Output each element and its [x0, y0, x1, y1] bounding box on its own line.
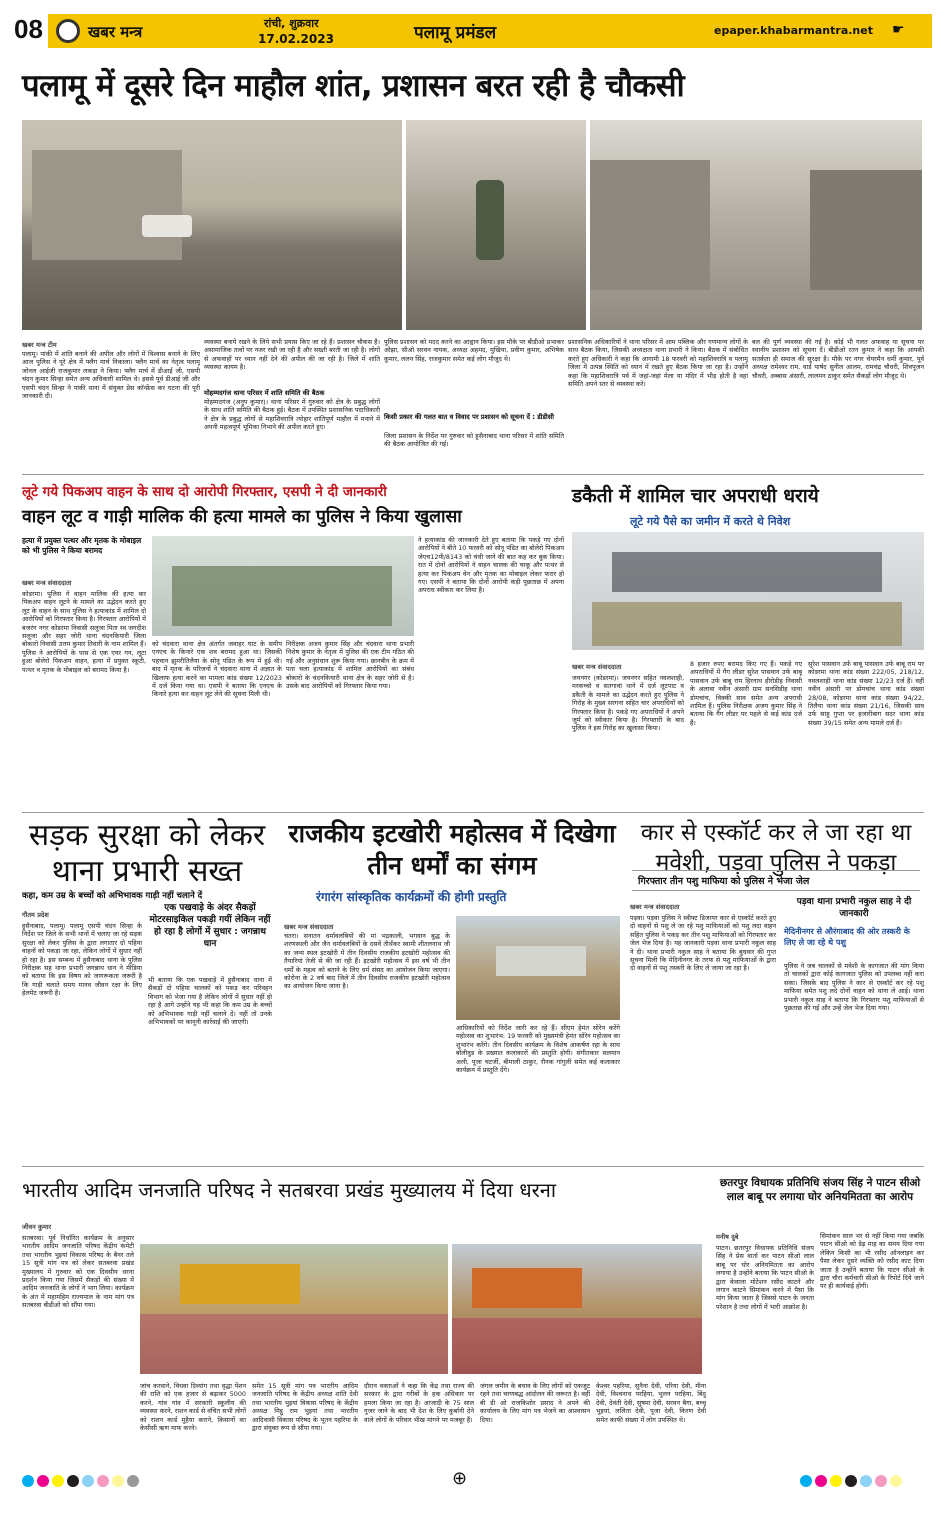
- lead-col-2b: मोहम्मदगंज (अनुप कुमार)। थाना परिसर में गुरुवार को क्षेत्र के प्रबुद्ध लोगों के साथ शांति समिति की बैठक हुई। बैठक में उपस्थित प्रशासनिक पदाधिकारी ने क्षेत्र के प्रबुद्ध लोगों से महाशिवरात्रि त्योहार शांतिपूर्ण माहौल में मनाने में अपनी महत्वपूर्ण भूमिका निभाने की अपील करते हुए।: [204, 398, 380, 432]
- story7-col-6: केश्वर पहरिया, सुनैना देवी, परिया देवी, मीना देवी, विश्वनाथ परहिया, भुलन परहिया, बिंदु देवी, देवंती देवी, सुषमा देवी, सरवन बैगा, बच्चू भुइयां, ललिता देवी, पूजा देवी, किरण देवी समेत काफी संख्या में लोग उपस्थित थे।: [596, 1382, 706, 1424]
- story3-photo: [572, 532, 924, 650]
- story3-col-3: सुरेश पासवान उर्फ बाबू पासवान उर्फ बाबू राम पर कोडरमा थाना कांड संख्या 222/05, 218/12, नवलशाही थाना कांड संख्या 12/23 दर्ज हैं। वहीं नवीन अंसारी पर डोमचांच थाना कांड संख्या 28/08, कोडरमा थाना कांड संख्या 94/22, तिलैया थाना कांड संख्या 21/16, जिसकी साव उर्फ साहु गुप्ता पर हजारीबाग सदर थाना कांड संख्या 39/15 समेत अन्य मामले दर्ज हैं।: [808, 660, 924, 727]
- page-number: 08: [14, 14, 43, 44]
- lead-col-5: बल की पूर्ण व्यवस्था की गई है। कोई भी गलत अफवाह या सूचना पर स्थानीय प्रशासन को सूचना दें। बीडीओ रतन कुमार ने कहा कि आपकी सतर्कता ही समाज की सुरक्षा है। मौके पर नगर चेयरमैन धर्मी कुमार, पूर्व अध्यक्ष रामेश्वर राम, वार्ड पार्षद सुनील आलम, रामचंद्र चौधरी, शिवपूजन चौधरी, अब्बास अंसारी, लालमन ठाकुर समेत सैकड़ों लोग मौजूद थे।: [752, 338, 924, 380]
- story8-col-1: पाटन। छतरपुर विधायक प्रतिनिधि संजय सिंह ने प्रेस वार्ता कर पाटन सीओ लाल बाबू पर घोर अनियमितता का आरोप लगाया है उन्होंने बताया कि पाटन सीओ के द्वारा केवाला मोटेशन रसीद काटने और लगान काटने सिमांकन करने में पैसा कि मांग किया जाता है जिससे पाटन के जनता परेशान है तथा लोगों में भारी आक्रोश है।: [716, 1244, 814, 1311]
- story2-headline: वाहन लूट व गाड़ी मालिक की हत्या मामले का पुलिस ने किया खुलासा: [22, 507, 462, 527]
- story8-headline: छतरपुर विधायक प्रतिनिधि संजय सिंह ने पाटन सीओ लाल बाबू पर लगाया घोर अनियमितता का आरोप: [719, 1177, 921, 1203]
- story2-col-1: कोडरमा। पुलिस ने वाहन मालिक की हत्या कर पिकअप वाहन लूटने के मामले का उद्भेदन करते हुए लूट के वाहन के साथ पुलिस ने हत्याकांड में शामिल दो आरोपियों को गिरफ्तार किया है। गिरफ्तार आरोपियों में बजरंग नगर कोडरमा निवासी सलूजा पिता स्व जगदीश सलूजा और सहर जोरी थाना चंदनकियारी जिला बोकारो निवासी उत्तम कुमार तिवारी के नाम शामिल हैं। पुलिस ने आरोपियों के पास से एक एयर गन, लूटा हुआ बोलेरो पिकअप वाहन, हत्या में प्रयुक्त स्कूटी, पत्थर व मृतक के मोबाइल को बरामद किया है।: [22, 590, 146, 674]
- story4-byline: गौतम प्रदेश: [22, 911, 49, 919]
- story6-headline: कार से एस्कॉर्ट कर ले जा रहा था मवेशी, पड़वा पुलिस ने पकड़ा: [640, 820, 912, 876]
- site-url[interactable]: epaper.khabarmantra.net: [714, 24, 873, 37]
- story6-col-2: पुलिस ने जब चालकों से मवेशी के कागजात की मांग किया तो चालकों द्वारा कोई कागजात पुलिस को उपलब्ध नहीं करा सका। जिसके बाद पुलिस ने कार से एस्कॉर्ट कर रहे पशु माफिया समेत पशु लदे दोनों वाहन को थाना ले आई। थाना प्रभारी नकुल साह ने बताया कि गिरफ्तार पशु माफियाओं से पूछताछ की गई और उन्हें जेल भेज दिया गया।: [784, 962, 924, 1013]
- story7-col-3: समेत 15 सूत्री मांग पत्र भारतीय आदिम जनजाति परिषद के केंद्रीय अध्यक्ष शांति देवी तथा भारतीय भुइयां विकास परिषद के केंद्रीय अध्यक्ष मिट्ठू राम भुइयां तथा भारतीय आदिवासी विकास परिषद के भूतन पहरिया के द्वारा संयुक्त रूप से सौंपा गया।: [252, 1382, 358, 1433]
- story3-headline: डकैती में शामिल चार अपराधी धराये: [572, 485, 819, 507]
- photo-soldier: [476, 180, 504, 260]
- story6-byline: खबर मन्त्र संवाददाता: [630, 903, 680, 911]
- story5-headline: राजकीय इटखोरी महोत्सव में दिखेगा तीन धर्मों का संगम: [288, 819, 616, 880]
- story2-col-4: ने हत्याकांड की जानकारी देते हुए बताया कि पकड़े गए दोनों आरोपियों ने बीते 10 फरवरी को सोनू पंडित का बोलेरो पिकअप जेएच12पी/8143 को चंधी जाने की बात कह कर बुक किया। रात में दोनों आरोपियों ने वाहन चालक की चाकू और पत्थर से हत्या कर पिकअप वेन और मृतक का मोबाइल लेकर फरार हो गए। एसपी ने बताया कि दोनों आरोपी कड़ी पूछताछ में अपना अपराध स्वीकार कर लिया है।: [418, 536, 564, 595]
- lead-col-3b: जिला प्रशासन के निर्देश पर गुरुवार को हुसैनाबाद थाना परिसर में शांति समिति की बैठक आयोजित की गई।: [384, 432, 564, 449]
- story3-byline: खबर मन्त्र संवाददाता: [572, 663, 622, 671]
- dateline-date: 17.02.2023: [258, 32, 334, 46]
- brand-logo-icon: [56, 19, 80, 43]
- story2-photo: [152, 536, 414, 636]
- story8-byline: मनीष दुबे: [716, 1233, 739, 1241]
- story7-col-2: जांच करवाने, विधवा दिव्यांग तथा वृद्धा पेंशन की राशि को एक हजार से बढ़ाकर 5000 करने, गांव गांव में सरकारी स्कूलीय की व्यवस्था करने, राशन कार्ड से वंचित सभी लोगों को राशन कार्ड मुहैया कराने, किसानों का केसीसी ऋण माफ करने।: [140, 1382, 246, 1433]
- story6-subhead: गिरफ्तार तीन पशु माफिया को पुलिस ने भेजा जेल: [632, 870, 920, 891]
- story5-subhead: रंगारंग सांस्कृतिक कार्यक्रमों की होगी प्रस्तुति: [316, 890, 507, 904]
- story7-photo-2: [452, 1244, 702, 1374]
- photo-police: [592, 602, 902, 646]
- story7-col-5: जंगल जमीन के बचाव के लिए लोगों को एकजुट रहने तथा चरणबद्ध आंदोलन की जरूरत है। वहीं बी डी ओ राजकिशोर प्रसाद ने अपने की कार्यालय के लिए मांग पत्र भेजने का आश्वासन दिया।: [480, 1382, 590, 1424]
- photo-officers: [172, 566, 392, 626]
- story6-col-1: पड़वा। पड़वा पुलिस ने स्वीफ्ट डिजायर कार से एस्कॉर्ट करते हुए दो वाहनों से पशु ले जा रहे पशु माफियाओं को पशु लदा वाहन सहित पुलिस ने पकड़ कर तीन पशु माफियाओं को गिरफ्तार कर जेल भेज दिया है। यह जानकारी पड़वा थाना प्रभारी नकुल साह ने दी। थाना प्रभारी नकुल साह ने बताया कि बुधवार की गुप्त सूचना मिली कि मेदिनीनगर के तरफ से पशु माफियाओं के द्वारा दो वाहनों से पशु तस्करी के लिए ले जाया जा रहा है।: [630, 914, 776, 973]
- lead-byline: खबर मन्त्र टीम: [22, 341, 57, 349]
- dateline-day: रांची, शुक्रवार: [264, 17, 319, 30]
- story8-col-2: सिमांकन साल भर से नहीं किया गया जबकि पाटन सीओ को डेढ़ माह का समय दिया गया लेकिन किसी का भी रसीद ऑनलाइन कर पैसा लेकर दूसरे व्यक्ति को रसीद काट दिया जाता है उन्होंने बताया कि पाटन सीओ के द्वारा चौरा कर्मचारी सीओ के रिपोर्ट दिये जाने पर ही कार्यवाई होगी।: [820, 1232, 924, 1291]
- lead-photo-3: [590, 120, 922, 330]
- story4-col-1: हुसैनाबाद, पलामू। पलामू एसपी चंदन सिन्हा के निर्देश पर जिले के सभी थानों में चलाए जा रहे सड़क सुरक्षा को लेकर पुलिस के द्वारा लगातार दो पहिया वाहनों को पकड़ा जा रहा, लेकिन लोगों में सुधार नहीं हो रहा है। इस सम्बन्ध में हुसैनाबाद थाना के पुलिस निरीक्षक सह थाना प्रभारी जगन्नाथ धान ने मीडिया को बताया कि इस विषय को जागरूकता जरूरी है कि गाड़ी चलाते समय मानव जीवन रक्षा के लिए हेलमेट जरूरी है।: [22, 922, 142, 998]
- story4-pullquote: एक पखवाड़े के अंदर सैकड़ों मोटरसाइकिल पकड़ी गयीं लेकिन नहीं हो रहा है लोगों में सुधार : जगन्नाथ धान: [149, 903, 271, 949]
- divider: [22, 1166, 924, 1167]
- story4-headline: सड़क सुरक्षा को लेकर थाना प्रभारी सख्त: [28, 818, 266, 889]
- photo-shops: [590, 160, 710, 290]
- photo-building: [32, 150, 182, 260]
- lead-photo-1: [22, 120, 402, 330]
- story2-subhead: हत्या में प्रयुक्त पत्थर और मृतक के मोबाइल को भी पुलिस ने किया बरामद: [22, 536, 142, 555]
- story6-side-title: पड़वा थाना प्रभारी नकुल साह ने दी जानकारी: [796, 897, 912, 919]
- lead-col-4: प्रशासनिक अधिकारियों ने थाना परिसर में आम पब्लिक और गणमान्य लोगों के साथ बैठक किया, जिसकी अध्यक्षता थाना प्रभारी ने किया। बैठक में संबोधित करते हुए अधिकारी ने कहा कि आगामी 18 फरवरी को महाशिवरात्रि व पलामू जिला में उत्पन्न स्थिति को ध्यान में रखते हुए बैठक किया जा रहा है। उन्होंने कहा कि महाशिवरात्रि पर्व में जहां-जहां मेला या मंदिर में भीड़ होती है वहां समिति अपने स्तर से व्यवस्था करे।: [568, 338, 748, 389]
- registration-symbol: ⊕: [452, 1468, 468, 1489]
- registration-marks-right: [800, 1472, 905, 1491]
- divider: [22, 812, 924, 813]
- story2-col-3: निरीक्षक अजय कुमार सिंह और चंदवारा थाना प्रभारी निशेष कुमार के नेतृत्व में पुलिस की एक टीम गठित की गई और अनुसंधान शुरू किया गया। छानबीन के क्रम में पता चला हत्याकांड में शामिल आरोपियों का संबंध बोकारो के चंदनकियारी थाना क्षेत्र के सहर जोरी से है। उसके बाद आरोपियों को गिरफ्तार किया गया।: [286, 640, 414, 691]
- story6-side-subhead: मेदिनीनगर से औरंगाबाद की ओर तस्करी के लिए ले जा रहे थे पशु: [784, 927, 910, 947]
- photo-crowd: [140, 1314, 448, 1374]
- photo-stage: [496, 946, 586, 976]
- story3-subhead: लूटे गये पैसे का जमीन में करते थे निवेश: [630, 515, 791, 528]
- story7-photo-1: [140, 1244, 448, 1374]
- lead-col-3: पुलिस प्रशासन को मदद करने का आह्वान किया। इस मौके पर बीडीओ प्रभाकर ओझा, सीओ सरवन नायक, अध्यक्ष अहमद, मुखिया, प्रवीण कुमार, अभिषेक कुमार, ललन सिंह, राजकुमार समेत कई लोग मौजूद थे।: [384, 338, 564, 363]
- story5-col-2: आधिकारियों को निर्देश जारी कर रहे हैं। सीएम हेमंत सोरेन करेंगे महोत्सव का शुभारंभ: 19 फरवरी को मुख्यमंत्री हेमंत सोरेन महोत्सव का शुभारंभ करेंगे। तीन दिवसीय कार्यक्रम के विशेष आकर्षण रहा के साथ बॉलीवुड के प्रख्यात कलाकारों की प्रस्तुति होगी। संगीतकार सलमान अली, पूजा चटर्जी, बीमाली ठाकुर, रौनक गांगुली समेत कई कलाकार कार्यक्रम में प्रस्तुति देंगे।: [456, 1024, 620, 1075]
- story7-byline: जीवन कुमार: [22, 1223, 52, 1231]
- story7-headline: भारतीय आदिम जनजाति परिषद ने सतबरवा प्रखंड मुख्यालय में दिया धरना: [22, 1178, 557, 1202]
- story4-col-2: भी बताया कि एक पखवाड़े में हुसैनाबाद थाना में सैकड़ों दो पहिया चालकों को पकड़ कर परिवहन विभाग को भेजा गया है लेकिन लोगों में सुधार नहीं हो रहा है आगे उन्होंने यह भी कहा कि कम उम्र के बच्चों को अभिभावक गाड़ी नहीं चलाने दें। नहीं तो उनके अभिभावकों पर कानूनी कार्रवाई की जाएगी।: [148, 976, 272, 1027]
- photo-shops-right: [810, 170, 922, 290]
- lead-col-2-subhead: मोहम्मदगंज थाना परिसर में शांति समिति की बैठक: [204, 389, 325, 397]
- cursor-icon: ☛: [892, 22, 905, 38]
- lead-photo-2: [406, 120, 586, 330]
- divider: [22, 474, 924, 475]
- photo-banner: [180, 1264, 300, 1304]
- registration-marks-left: [22, 1472, 142, 1491]
- lead-headline: पलामू में दूसरे दिन माहौल शांत, प्रशासन बरत रही है चौकसी: [22, 68, 685, 104]
- story2-kicker: लूटे गये पिकअप वाहन के साथ दो आरोपी गिरफ्तार, एसपी ने दी जानकारी: [22, 484, 387, 500]
- story2-col-2: को चंदवारा थाना क्षेत्र अंतर्गत जवाहर घाट के समीप एनएच के किनारे एक शव बरामद हुआ था। जिसकी पहचान झुमरीतिलैया के सोनू पंडित के रूप में हुई थी। बाद में मृतक के परिजनों ने चंदवारा थाना में अज्ञात के खिलाफ हत्या करने का मामला कांड संख्या 12/2023 में दर्ज किया गया था। एसपी ने बताया कि एनएच के किनारे हत्या कर वाहन लूट लेने की सूचना मिली थी।: [152, 640, 282, 699]
- story3-col-2: 8 हजार रुपए बरामद किए गए हैं। पकड़े गए अपराधियों में गैंग लीडर सुरेश पासवान उर्फ बाबू पासवान उर्फ बाबू राम हिरनाथ हीरोडीह निवासी के अलावा नवीन अंसारी ग्राम सनसिडीह थाना डोमचांच, विक्की साव समेत अन्य अपराधी शामिल हैं। पुलिस निरीक्षक अजय कुमार सिंह ने बताया कि गैंग लीडर पर पहले से कई कांड दर्ज हैं।: [690, 660, 802, 727]
- story4-subhead: कहा, कम उम्र के बच्चों को अभिभावक गाड़ी नहीं चलाने दें: [22, 891, 203, 901]
- story7-col-1: सतबरवा। पूर्व निर्धारित कार्यक्रम के अनुसार भारतीय आदिम जनजाति परिषद केंद्रीय कमेटी तथा भारतीय भुइयां विकास परिषद के बैनर तले 15 सूत्री मांग पत्र को लेकर सतबरवा प्रखंड मुख्यालय में गुरुवार को एक दिवसीय धरना प्रदर्शन किया गया जिसमें सैकड़ों की संख्या में आदिम जनजाति के लोगों ने भाग लिया। कार्यक्रम के अंत में महामहिम राज्यपाल के नाम मांग पत्र सतबरवा बीडीओ को सौंपा गया।: [22, 1234, 134, 1310]
- photo-crowd: [452, 1318, 702, 1374]
- photo-car: [142, 215, 192, 237]
- masthead: [14, 10, 932, 56]
- lead-col-3-subhead: किसी प्रकार की गलत बात व विवाद पर प्रशासन को सूचना दें : डीडीसी: [384, 413, 554, 421]
- story2-byline: खबर मन्त्र संवाददाता: [22, 579, 72, 587]
- story5-byline: खबर मन्त्र संवाददाता: [284, 923, 334, 931]
- photo-banner: [472, 1268, 582, 1308]
- story3-col-1: जयनगर (कोडरमा)। जयनगर सहित नवलशाही, मरकच्चो व सतगावां थाने में दर्ज लूटपाट व डकैती के मामले का उद्भेदन करते हुए पुलिस ने गिरोह के मुख्य सरगना सहित चार अपराधियों को गिरफ्तार किया है। पकड़े गए अपराधियों ने अपने जुर्म को स्वीकार किया है। गिरफ्तारी के बाद पुलिस ने इस गिरोह का खुलासा किया।: [572, 674, 684, 733]
- photo-accused: [612, 552, 882, 592]
- lead-col-1: पलामू। पांकी में शांति बनाने की अपील और लोगों में विश्वास बनाने के लिए आज पुलिस ने पूरे क्षेत्र में फ्लैग मार्च निकाला। फ्लैग मार्च का नेतृत्व पलामू जोनल आईजी राजकुमार लकड़ा ने किया। फ्लैग मार्च में डीआई जी, एसपी चंदन कुमार सिन्हा समेत अन्य अधिकारी शामिल थे। इससे पूर्व डीआई जी और एसपी चंदन सिन्हा ने पांकी थाना में संयुक्त प्रेस कॉन्फ्रेंस कर घटना की पूरी जानकारी दी।: [22, 350, 200, 401]
- section-title: पलामू प्रमंडल: [414, 23, 497, 43]
- story7-col-4: दौरान वक्ताओं ने कहा कि केंद्र तथा राज्य की सरकार के द्वारा गरीबों के हक अधिकार पर हमला किया जा रहा है। आजादी के 75 साल गुजर जाने के बाद भी देश के लिए कुर्बानी देने वाले लोगों के परिवार भीख मांगने पर मजबूर हैं।: [364, 1382, 474, 1424]
- lead-col-2: व्यवस्था बनाये रखने के लिये सभी प्रयास किए जा रहे हैं। प्रशासन चौकस है। असामाजिक तत्वों पर नजर रखी जा रही है और सख्ती बरती जा रही है। लोगों से अफवाहों पर ध्यान नहीं देने की अपील की जा रही है। जिले में शांति व्यवस्था कायम है।: [204, 338, 380, 372]
- story5-photo: [456, 916, 620, 1020]
- brand-name: खबर मन्त्र: [88, 23, 143, 41]
- story5-col-1: चतरा। सनातन धर्मावलंबियों की मां भद्रकाली, भगवान बुद्ध के शरणस्थली और जैन धर्मावलंबियों के दसवें तीर्थंकर स्वामी शीतलनाथ जी का जन्म स्थल इटखोरी में तीन दिवसीय राजकीय इटखोरी महोत्सव की तैयारियां तेजी से की जा रही हैं। इटखोरी महोत्सव में इस वर्ष भी तीन धर्मों के महत्व को बताने के लिए धर्म संसद का आयोजन किया जाएगा। कोरोना के 2 वर्ष बाद जिले में तीन दिवसीय राजकीय इटखोरी महोत्सव का आयोजन किया जाना है।: [284, 932, 450, 991]
